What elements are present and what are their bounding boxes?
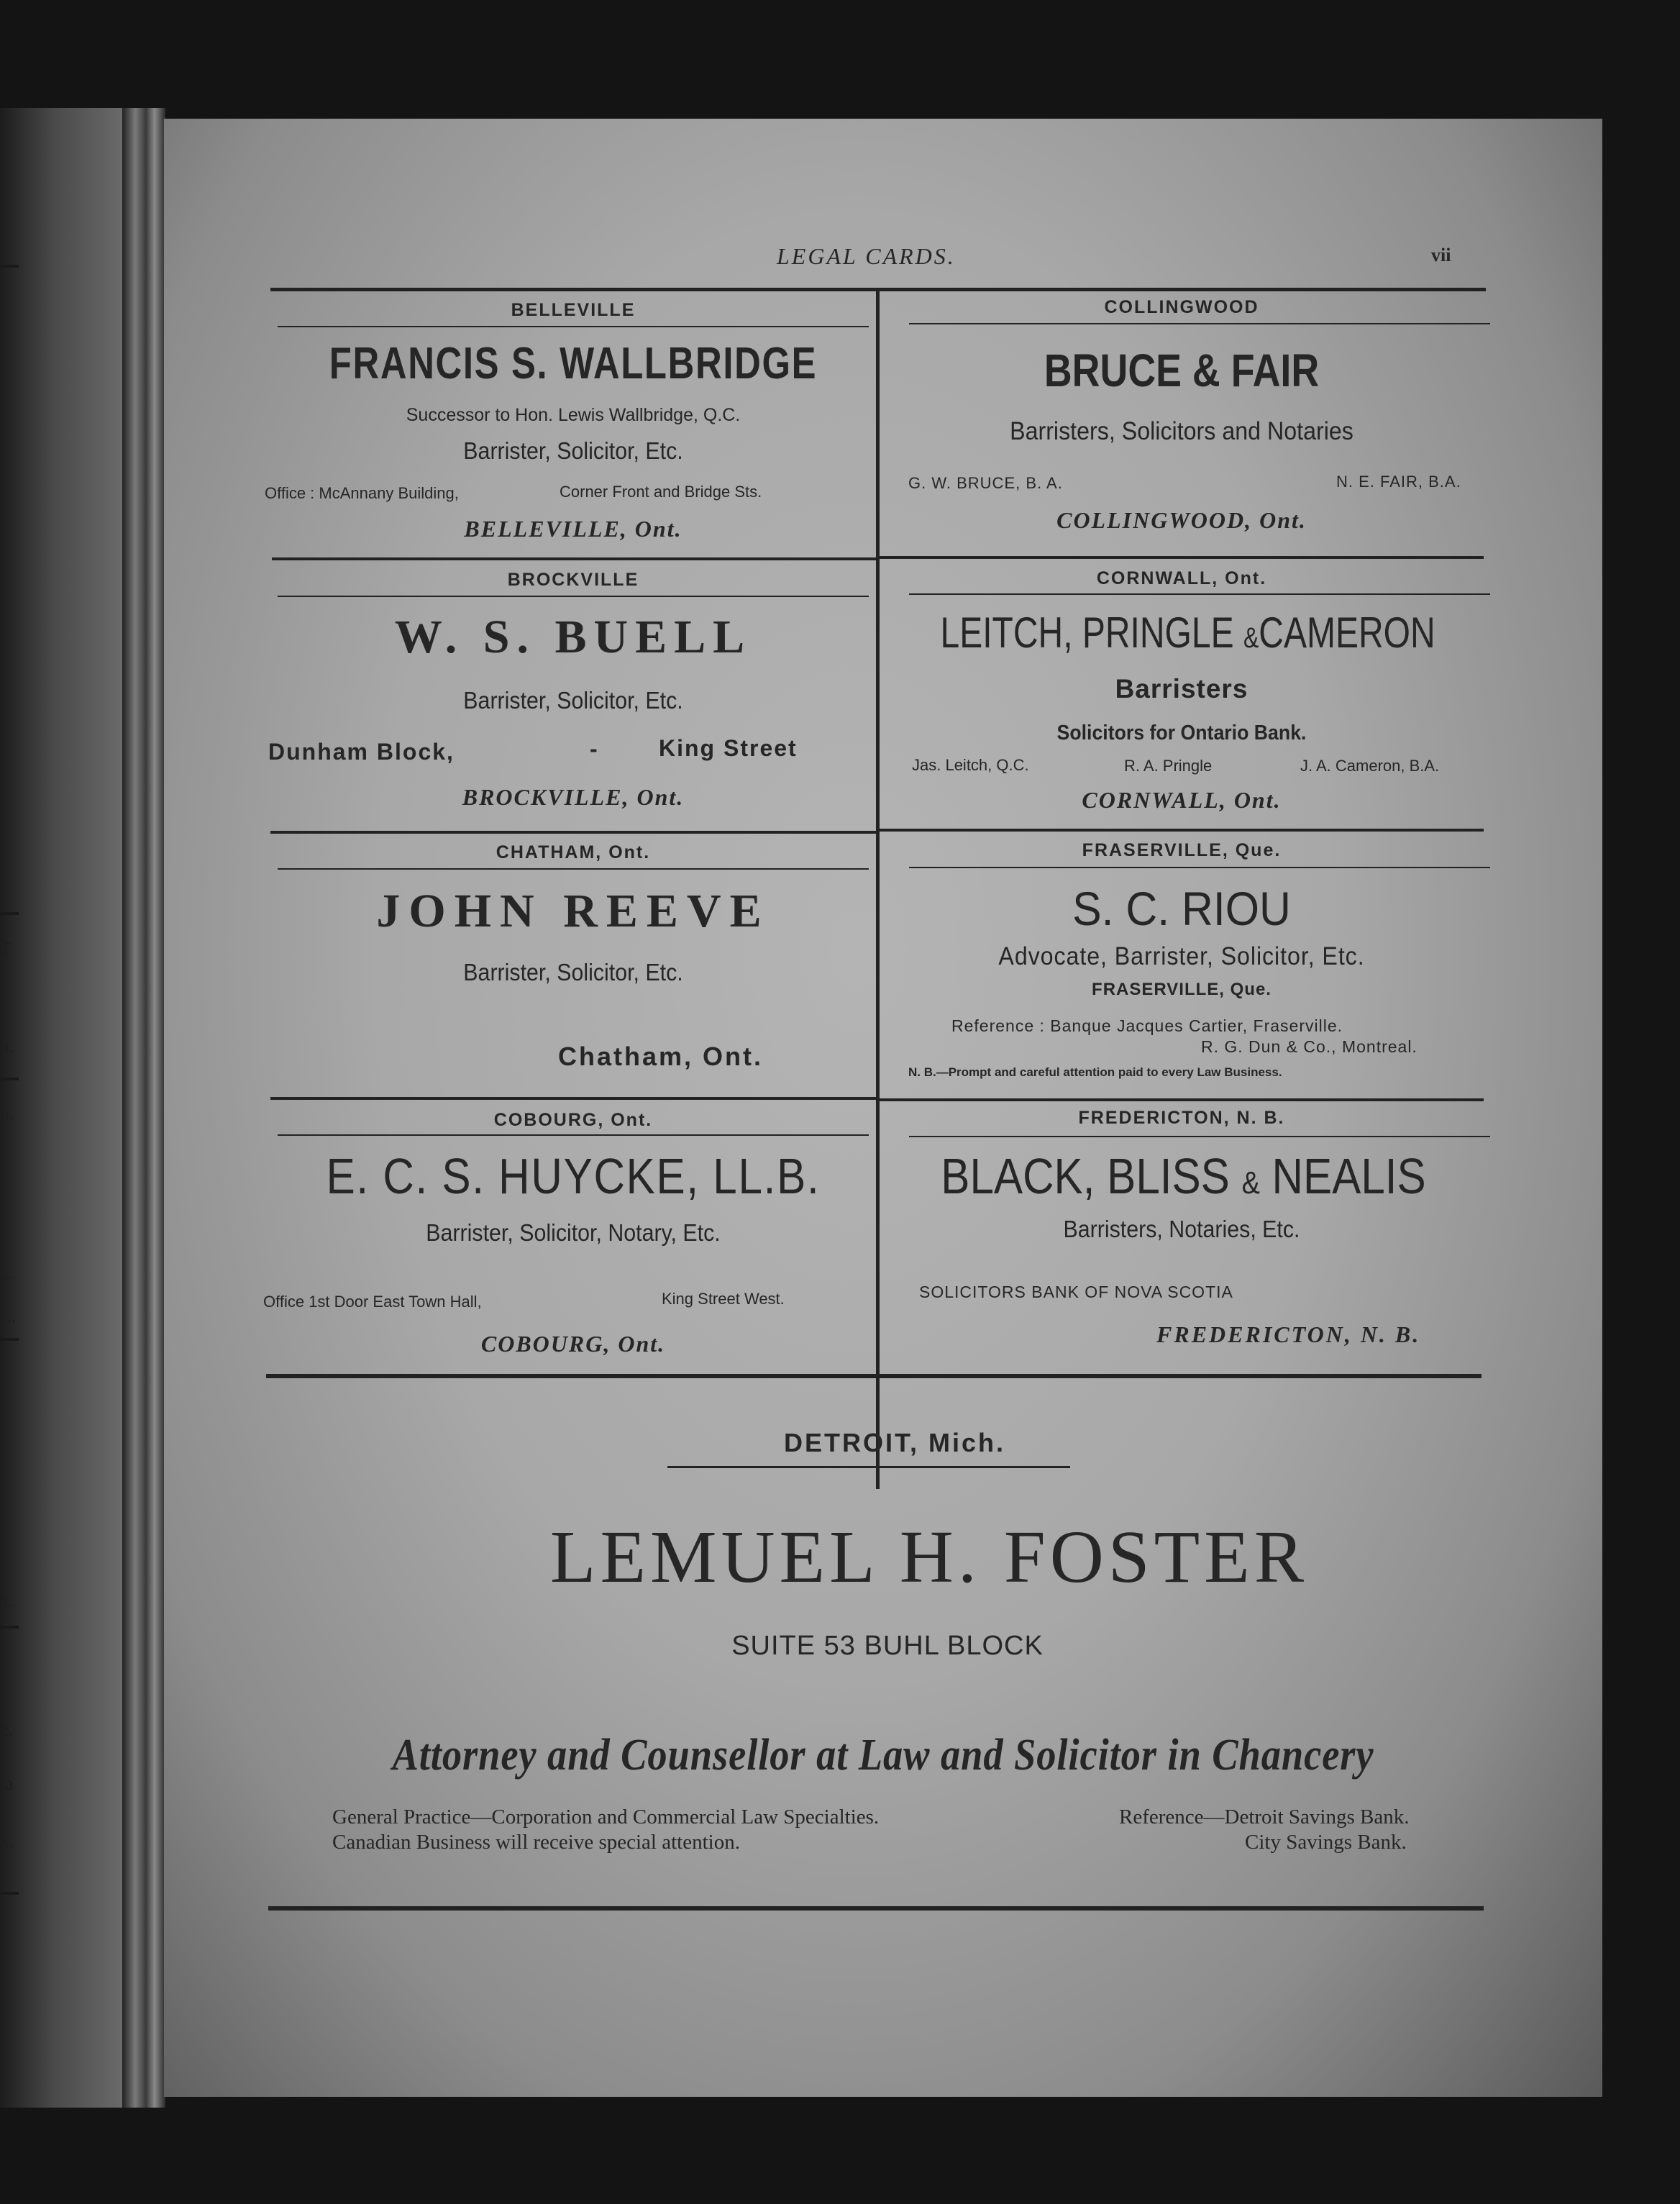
card-reference: Reference : Banque Jacques Cartier, Fraserville. [951, 1016, 1343, 1035]
card-reference: Reference—Detroit Savings Bank. [1119, 1805, 1410, 1829]
card-name: LEMUEL H. FOSTER [549, 1516, 1309, 1598]
card-name-main: LEITCH, PRINGLE [940, 609, 1234, 657]
card-solicitors: SOLICITORS BANK OF NOVA SCOTIA [919, 1283, 1233, 1301]
card-location: COLLINGWOOD, Ont. [1056, 507, 1307, 533]
card-name: W. S. BUELL [394, 611, 752, 663]
card-address-separator: - [590, 736, 598, 762]
facing-page-rule [0, 912, 19, 915]
city-rule [909, 323, 1490, 324]
card-office: Office 1st Door East Town Hall, [263, 1293, 482, 1311]
card-name: FRANCIS S. WALLBRIDGE [329, 339, 818, 388]
row-rule [880, 829, 1484, 832]
bottom-rule [266, 1374, 1482, 1378]
card-title: Barristers, Notaries, Etc. [1063, 1216, 1300, 1242]
card-title: Barrister, Solicitor, Etc. [463, 959, 683, 985]
card-partner: G. W. BRUCE, B. A. [908, 474, 1063, 492]
facing-page [0, 108, 137, 2108]
card-partner: N. E. FAIR, B.A. [1336, 473, 1461, 491]
card-title: Barrister, Solicitor, Notary, Etc. [426, 1219, 721, 1246]
card-practice: General Practice—Corporation and Commercial Law Specialties. [332, 1805, 880, 1829]
column-divider [876, 288, 880, 1489]
card-city: FRASERVILLE, Que. [1082, 840, 1282, 860]
card-office: King Street West. [662, 1290, 785, 1308]
card-name-ampersand: & [1243, 622, 1259, 654]
card-name [940, 608, 1435, 657]
card-title: Barrister, Solicitor, Etc. [463, 687, 683, 714]
card-reference: City Savings Bank. [1245, 1831, 1407, 1854]
card-office: Corner Front and Bridge Sts. [560, 483, 762, 501]
city-rule [278, 1134, 869, 1136]
card-name: JOHN REEVE [376, 885, 770, 937]
row-rule [272, 557, 876, 560]
row-rule [880, 1098, 1484, 1101]
card-name-end: CAMERON [1259, 609, 1435, 657]
card-partner: J. A. Cameron, B.A. [1300, 757, 1440, 775]
card-location: Chatham, Ont. [558, 1042, 764, 1071]
facing-page-rule [0, 1626, 19, 1629]
card-name-end: NEALIS [1272, 1148, 1426, 1204]
card-location: BELLEVILLE, Ont. [464, 516, 682, 542]
page-number: vii [1431, 245, 1451, 265]
card-partner: Jas. Leitch, Q.C. [912, 756, 1029, 774]
city-rule [278, 596, 869, 597]
city-rule [278, 868, 869, 870]
book-spine [122, 108, 165, 2108]
card-title: Barristers, Solicitors and Notaries [1010, 417, 1353, 445]
row-rule [880, 556, 1484, 559]
facing-page-fragment: n. [0, 1103, 14, 1124]
card-address: Dunham Block, [268, 739, 455, 765]
row-rule [270, 831, 876, 834]
card-title: Barrister, Solicitor, Etc. [463, 437, 683, 464]
card-city: DETROIT, Mich. [783, 1428, 1005, 1457]
city-rule [278, 326, 869, 327]
card-name: S. C. RIOU [1072, 882, 1291, 935]
card-subtitle: Solicitors for Ontario Bank. [1056, 721, 1307, 744]
card-name [922, 1147, 1445, 1205]
facing-page-fragment: L. [0, 1306, 17, 1326]
card-name-ampersand: & [1241, 1165, 1260, 1201]
card-title: Barristers [1115, 674, 1248, 703]
card-location: FREDERICTON, N. B. [1156, 1321, 1421, 1347]
card-city: CHATHAM, Ont. [496, 842, 651, 862]
facing-page-fragment: a. [0, 1590, 14, 1611]
card-office: Office : McAnnany Building, [265, 484, 459, 502]
card-practice: Canadian Business will receive special attention. [332, 1831, 740, 1854]
facing-page-fragment: k. [0, 1831, 14, 1852]
card-name: BRUCE & FAIR [1044, 345, 1320, 396]
facing-page-fragment: T [0, 939, 12, 960]
card-city: FREDERICTON, N. B. [1078, 1108, 1285, 1128]
card-location: FRASERVILLE, Que. [1092, 980, 1272, 999]
row-rule [270, 1097, 876, 1100]
card-city: BROCKVILLE [507, 570, 639, 590]
facing-page-rule [0, 265, 19, 268]
card-city: BELLEVILLE [511, 300, 636, 320]
card-location: CORNWALL, Ont. [1082, 787, 1282, 813]
card-city: CORNWALL, Ont. [1096, 568, 1267, 588]
footer-rule [268, 1906, 1484, 1911]
city-rule [667, 1466, 1070, 1468]
document-page [164, 119, 1602, 2097]
card-title: Attorney and Counsellor at Law and Solicitor in Chancery [392, 1731, 1374, 1780]
card-name: E. C. S. HUYCKE, LL.B. [326, 1148, 821, 1204]
facing-page-fragment: c. [0, 1262, 14, 1283]
card-city: COLLINGWOOD [1104, 297, 1259, 317]
card-location: COBOURG, Ont. [480, 1331, 666, 1357]
city-rule [909, 593, 1490, 595]
city-rule [909, 1136, 1490, 1137]
card-partner: R. A. Pringle [1124, 757, 1213, 775]
card-reference: R. G. Dun & Co., Montreal. [1201, 1037, 1418, 1056]
city-rule [909, 867, 1490, 868]
card-note: N. B.—Prompt and careful attention paid to every Law Business. [908, 1065, 1282, 1079]
facing-page-fragment: la [0, 1773, 14, 1794]
facing-page-fragment: n. [0, 1036, 14, 1057]
card-address: SUITE 53 BUHL BLOCK [731, 1631, 1044, 1661]
facing-page-rule [0, 1078, 19, 1080]
card-address: King Street [659, 735, 798, 761]
card-name-main: BLACK, BLISS [941, 1148, 1230, 1204]
card-location: BROCKVILLE, Ont. [462, 784, 685, 810]
facing-page-fragment: c. [0, 1719, 14, 1740]
card-successor: Successor to Hon. Lewis Wallbridge, Q.C. [406, 405, 741, 425]
facing-page-rule [0, 1892, 19, 1895]
card-city: COBOURG, Ont. [493, 1110, 653, 1130]
facing-page-rule [0, 1338, 19, 1341]
page-header-title: LEGAL CARDS. [777, 243, 956, 269]
card-title: Advocate, Barrister, Solicitor, Etc. [998, 942, 1365, 970]
